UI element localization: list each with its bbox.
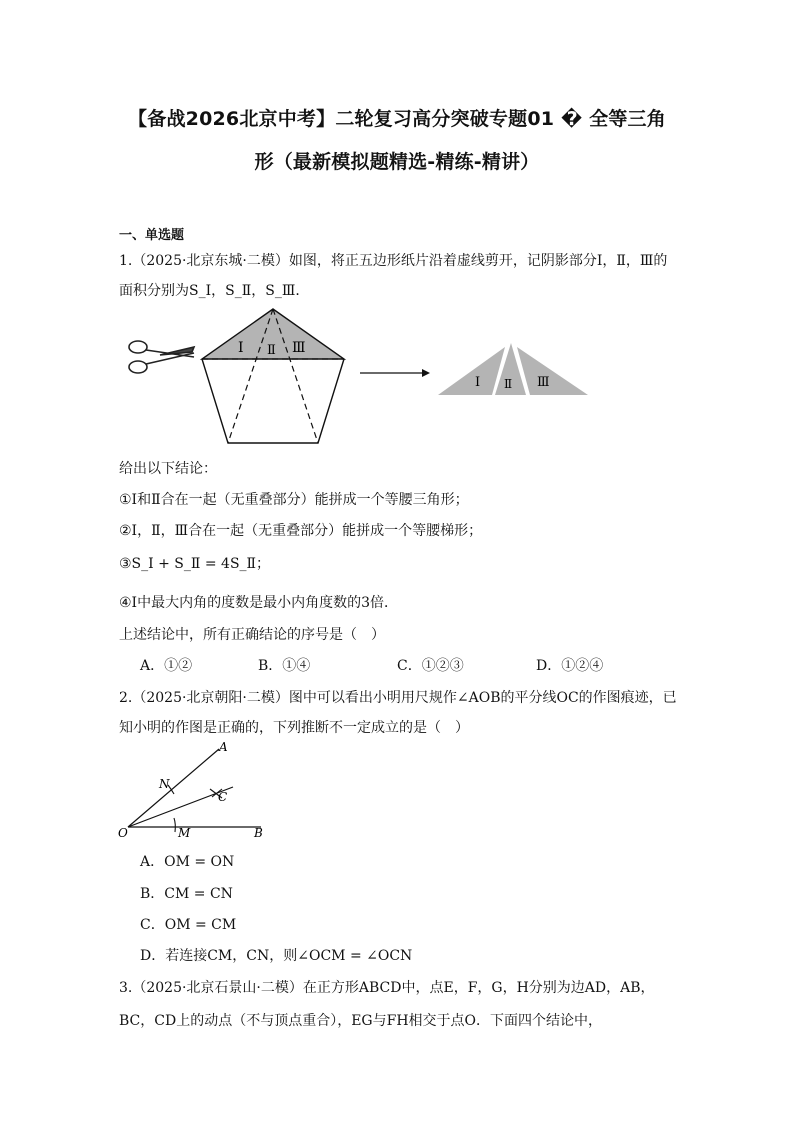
q1-stem-line2: 面积分别为S_Ⅰ，S_Ⅱ，S_Ⅲ． xyxy=(119,283,310,299)
scissors-icon xyxy=(129,341,194,373)
q1-piece-1 xyxy=(438,347,505,395)
q1-fig-label-2: Ⅱ xyxy=(267,343,276,358)
arrow-right-icon xyxy=(422,369,430,377)
q1-conclusion-3: ③S_Ⅰ + S_Ⅱ = 4S_Ⅱ； xyxy=(119,556,271,572)
q2-option-c[interactable]: C．OM = CM xyxy=(140,917,237,933)
q1-conclusion-1: ①Ⅰ和Ⅱ合在一起（无重叠部分）能拼成一个等腰三角形； xyxy=(119,492,469,508)
q1-stem-line1: 1.（2025·北京东城·二模）如图，将正五边形纸片沿着虚线剪开，记阴影部分Ⅰ，Ⅱ，Ⅲ的 xyxy=(119,253,668,269)
q1-option-b[interactable]: B．①④ xyxy=(258,658,311,674)
q1-piece-label-1: Ⅰ xyxy=(475,375,481,390)
q1-piece-label-2: Ⅱ xyxy=(504,377,513,391)
q2-label-a: A xyxy=(219,740,228,754)
q1-piece-label-3: Ⅲ xyxy=(537,375,550,390)
doc-title-line2: 形（最新模拟题精选-精练-精讲） xyxy=(254,151,540,173)
q2-label-c: C xyxy=(218,790,228,804)
q1-conclusion-4: ④Ⅰ中最大内角的度数是最小内角度数的3倍． xyxy=(119,595,398,611)
q2-stem-line2: 知小明的作图是正确的，下列推断不一定成立的是（ ） xyxy=(119,720,469,736)
q2-angle-bisector-figure xyxy=(118,742,278,842)
doc-title-line1: 【备战2026北京中考】二轮复习高分突破专题01 � 全等三角 xyxy=(128,108,666,130)
section-heading: 一、单选题 xyxy=(119,228,185,243)
q3-stem-line1: 3.（2025·北京石景山·二模）在正方形ABCD中，点E，F，G，H分别为边AD，AB， xyxy=(119,980,655,996)
q1-given: 给出以下结论： xyxy=(119,461,217,477)
q2-label-n: N xyxy=(159,777,170,791)
q1-option-c[interactable]: C．①②③ xyxy=(397,658,464,674)
q1-conclusion-2: ②Ⅰ，Ⅱ，Ⅲ合在一起（无重叠部分）能拼成一个等腰梯形； xyxy=(119,523,483,539)
q2-stem-line1: 2.（2025·北京朝阳·二模）图中可以看出小明用尺规作∠AOB的平分线OC的作图痕迹，已 xyxy=(119,690,677,706)
q3-stem-line2: BC，CD上的动点（不与顶点重合），EG与FH相交于点O．下面四个结论中， xyxy=(119,1013,602,1029)
q2-label-m: M xyxy=(178,826,191,840)
q2-option-b[interactable]: B．CM = CN xyxy=(140,886,233,902)
q1-piece-3 xyxy=(517,347,588,395)
q1-fig-label-3: Ⅲ xyxy=(292,340,306,356)
q1-pentagon-figure xyxy=(120,300,600,450)
q1-option-d[interactable]: D．①②④ xyxy=(536,658,604,674)
q1-question: 上述结论中，所有正确结论的序号是（ ） xyxy=(119,627,385,643)
q2-option-a[interactable]: A．OM = ON xyxy=(140,854,235,870)
q2-label-o: O xyxy=(118,826,128,840)
q1-fig-label-1: Ⅰ xyxy=(238,340,244,356)
q2-option-d[interactable]: D．若连接CM，CN，则∠OCM = ∠OCN xyxy=(140,948,413,964)
q1-option-a[interactable]: A．①② xyxy=(140,658,193,674)
q2-label-b: B xyxy=(254,826,263,840)
